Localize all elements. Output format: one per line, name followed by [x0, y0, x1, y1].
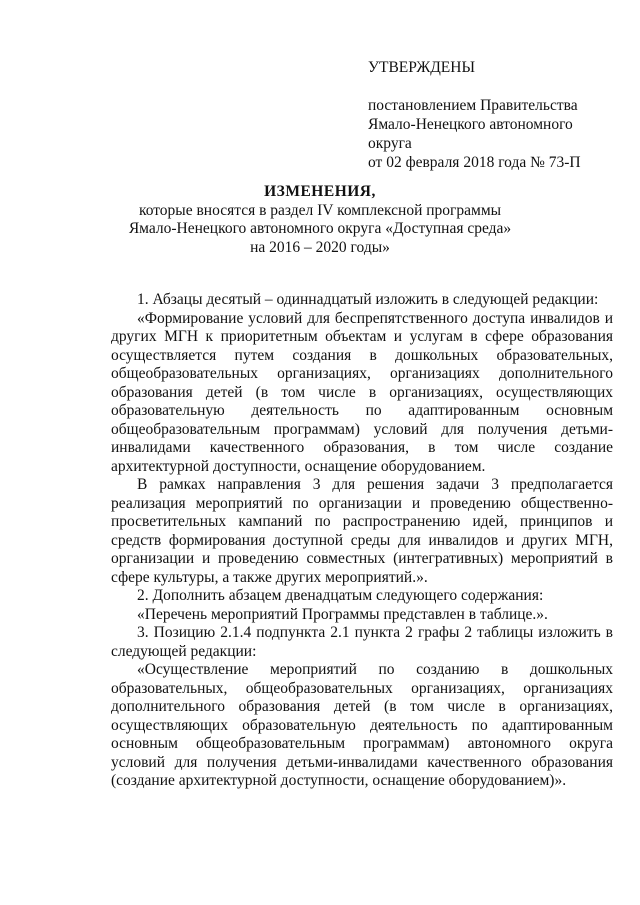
approval-line: Ямало-Ненецкого автономного округа [368, 116, 573, 152]
document-title: ИЗМЕНЕНИЯ, [264, 183, 376, 200]
approval-block [368, 58, 618, 172]
document-subtitle-line: Ямало-Ненецкого автономного округа «Доступная среда» [128, 220, 512, 237]
approval-title: УТВЕРЖДЕНЫ [368, 59, 475, 76]
approval-line: от 02 февраля 2018 года № 73-П [368, 154, 581, 171]
document-heading [60, 183, 580, 257]
paragraph-item-1: 1. Абзацы десятый – одиннадцатый изложить в следующей редакции: [137, 291, 599, 308]
paragraph-item-1-text-b: В рамках направления 3 для решения задачи 3 предполагается реализация мероприятий по организации и проведению общественно-просветительных кампаний по распространению идей, принципов и средств формирования доступной среды для инвалидов и других МГН, организации и проведению совместных (интегративных) мероприятий в сфере культуры, а также других мероприятий.». [111, 476, 613, 586]
approval-line: постановлением Правительства [368, 97, 578, 114]
paragraph-item-3: 3. Позицию 2.1.4 подпункта 2.1 пункта 2 графы 2 таблицы изложить в следующей редакции: [111, 624, 613, 660]
document-subtitle-line: на 2016 – 2020 годы» [250, 238, 390, 256]
paragraph-item-1-text-a: «Формирование условий для беспрепятственного доступа инвалидов и других МГН к приоритетным объектам и услугам в сфере образования осуществляется путем создания в дошкольных образовательных, общеобразовательных организациях, организациях дополнительного образования детей (в том числе в организациях, осуществляющих образовательную деятельность по адаптированным основным общеобразовательным программам) условий для получения детьми-инвалидами качественного образования, в том числе создание архитектурной доступности, оснащение оборудованием. [111, 309, 613, 475]
paragraph-item-3-text: «Осуществление мероприятий по созданию в дошкольных образовательных, общеобразовательных организациях, организациях дополнительного образования детей (в том числе в организациях, осуществляющих образовательную деятельность по адаптированным основным общеобразовательным программам) автономного округа условий для получения детьми-инвалидами качественного образования (создание архитектурной доступности, оснащение оборудованием)». [111, 661, 613, 789]
document-body [111, 291, 613, 791]
paragraph-item-2: 2. Дополнить абзацем двенадцатым следующего содержания: [137, 587, 544, 604]
document-subtitle-line: которые вносятся в раздел IV комплексной программы [138, 201, 502, 219]
paragraph-item-2-text: «Перечень мероприятий Программы представлен в таблице.». [137, 605, 548, 623]
